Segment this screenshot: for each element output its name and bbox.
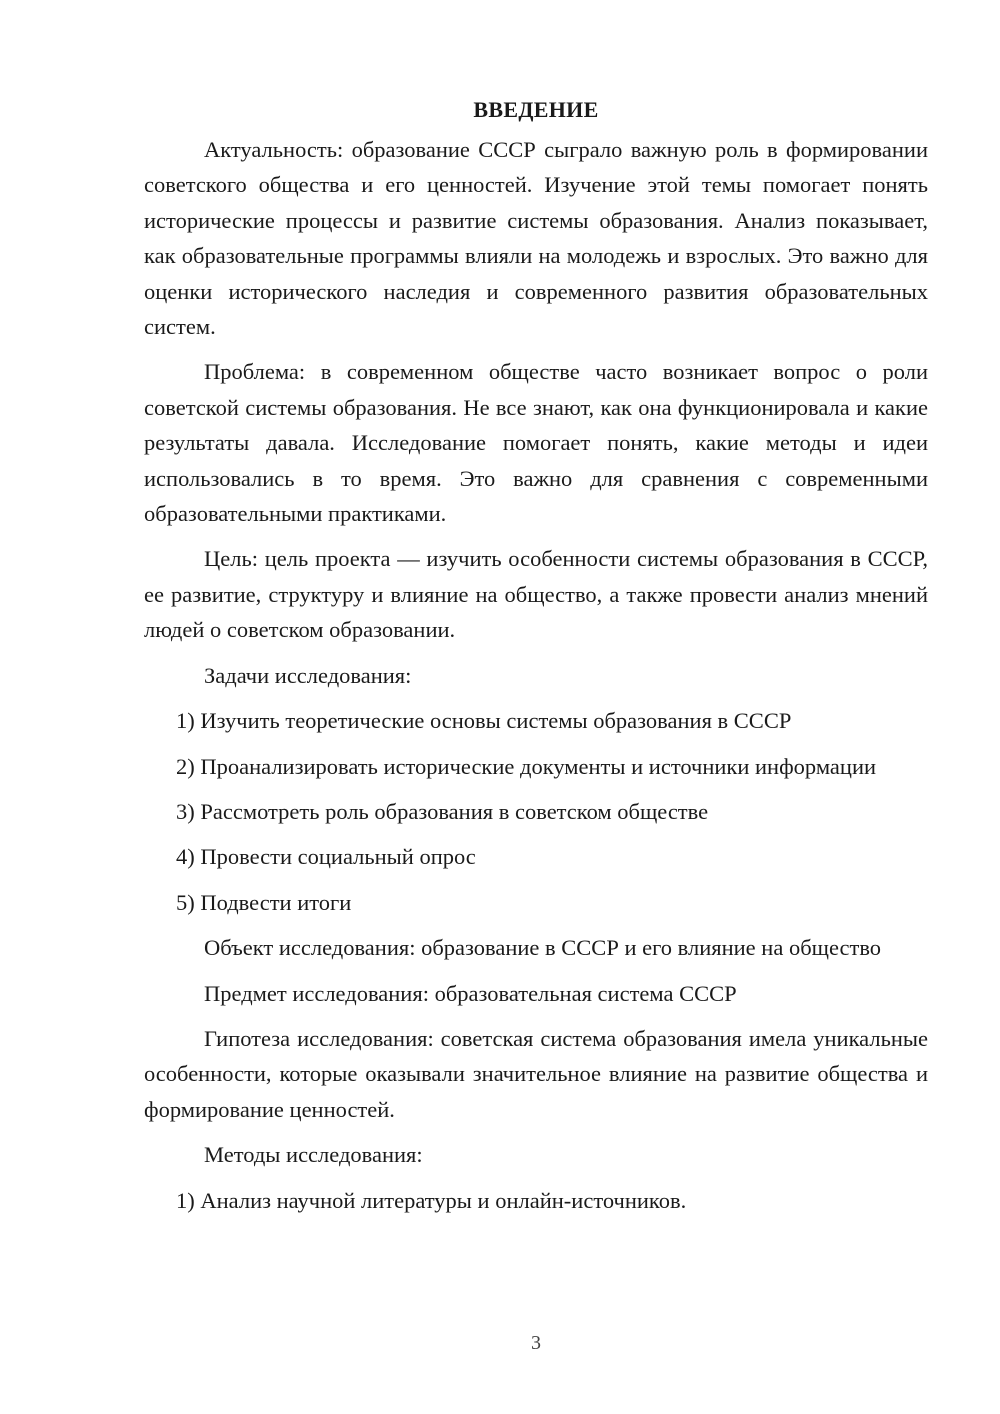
paragraph-tasks-heading: Задачи исследования: [204,662,412,688]
section-heading: ВВЕДЕНИЕ [473,97,599,122]
task-item-3: 3) Рассмотреть роль образования в советском обществе [176,798,709,824]
paragraph-methods-heading: Методы исследования: [204,1142,423,1168]
paragraph-relevance: Актуальность: образование СССР сыграло важную роль в формировании советского общества и его ценностей. Изучение этой темы помогает понять исторические процессы и развитие системы образования. Анализ показывает, как образовательные программы влияли на молодежь и взрослых. Это важно для оценки исторического наследия и современного развития образовательных систем. [144,137,928,340]
task-item-1: 1) Изучить теоретические основы системы образования в СССР [176,708,792,734]
document-page [144,92,928,1228]
paragraph-object: Объект исследования: образование в СССР и его влияние на общество [204,935,882,961]
task-item-2: 2) Проанализировать исторические документы и источники информации [176,753,877,779]
paragraph-goal: Цель: цель проекта — изучить особенности системы образования в СССР, ее развитие, структуру и влияние на общество, а также провести анализ мнений людей о советском образовании. [144,546,928,643]
task-item-4: 4) Провести социальный опрос [176,844,476,870]
task-item-5: 5) Подвести итоги [176,889,352,915]
paragraph-problem: Проблема: в современном обществе часто возникает вопрос о роли советской системы образования. Не все знают, как она функционировала и какие результаты давала. Исследование помогает понять, какие методы и идеи использовались в то время. Это важно для сравнения с современными образовательными практиками. [144,359,928,527]
page-number: 3 [531,1332,541,1354]
paragraph-subject: Предмет исследования: образовательная система СССР [204,980,737,1006]
method-item-1: 1) Анализ научной литературы и онлайн-источников. [176,1187,687,1213]
paragraph-hypothesis: Гипотеза исследования: советская система образования имела уникальные особенности, которые оказывали значительное влияние на развитие общества и формирование ценностей. [144,1025,928,1122]
